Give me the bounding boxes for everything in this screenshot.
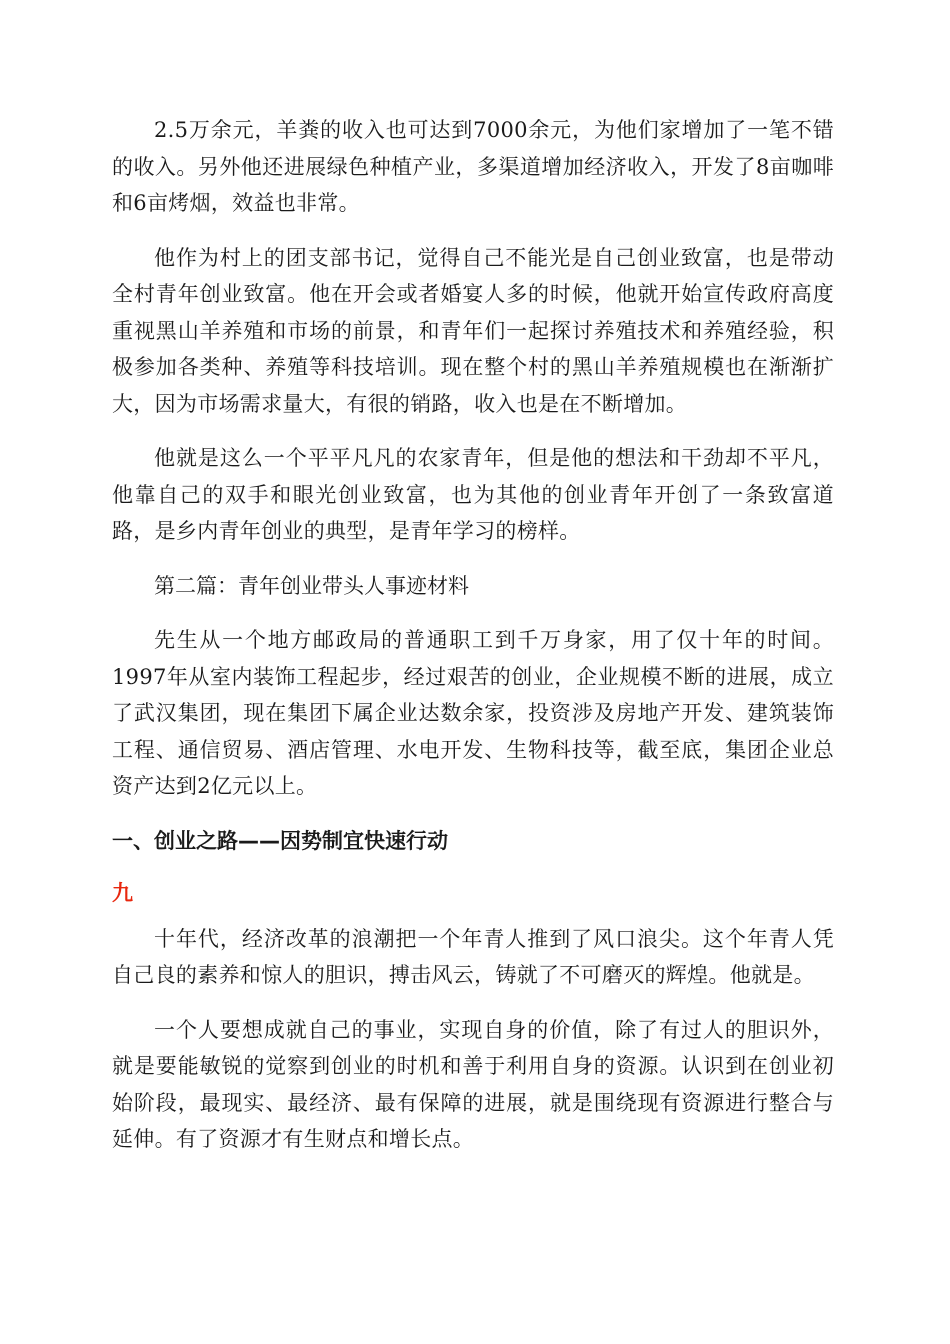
section-heading: 一、创业之路——因势制宜快速行动	[112, 828, 448, 853]
body-paragraph: 十年代，经济改革的浪潮把一个年青人推到了风口浪尖。这个年青人凭自己良的素养和惊人的胆识，搏击风云，铸就了不可磨灭的辉煌。他就是。	[112, 926, 834, 987]
body-paragraph: 2.5万余元，羊粪的收入也可达到7000余元，为他们家增加了一笔不错的收入。另外他还进展绿色种植产业，多渠道增加经济收入，开发了8亩咖啡和6亩烤烟，效益也非常。	[112, 118, 834, 215]
body-paragraph: 一个人要想成就自己的事业，实现自身的价值，除了有过人的胆识外，就是要能敏锐的觉察到创业的时机和善于利用自身的资源。认识到在创业初始阶段，最现实、最经济、最有保障的进展，就是围绕现有资源进行整合与延伸。有了资源才有生财点和增长点。	[112, 1017, 834, 1151]
body-paragraph: 他作为村上的团支部书记，觉得自己不能光是自己创业致富，也是带动全村青年创业致富。他在开会或者婚宴人多的时候，他就开始宣传政府高度重视黑山羊养殖和市场的前景，和青年们一起探讨养殖技术和养殖经验，积极参加各类种、养殖等科技培训。现在整个村的黑山羊养殖规模也在渐渐扩大，因为市场需求量大，有很的销路，收入也是在不断增加。	[112, 245, 834, 416]
chapter-title: 第二篇：青年创业带头人事迹材料	[154, 573, 469, 598]
red-marker-text: 九	[112, 880, 133, 905]
document-page	[112, 112, 834, 1176]
body-paragraph: 他就是这么一个平平凡凡的农家青年，但是他的想法和干劲却不平凡，他靠自己的双手和眼光创业致富，也为其他的创业青年开创了一条致富道路，是乡内青年创业的典型，是青年学习的榜样。	[112, 446, 834, 543]
body-paragraph: 先生从一个地方邮政局的普通职工到千万身家，用了仅十年的时间。1997年从室内装饰工程起步，经过艰苦的创业，企业规模不断的进展，成立了武汉集团，现在集团下属企业达数余家，投资涉及房地产开发、建筑装饰工程、通信贸易、酒店管理、水电开发、生物科技等，截至底，集团企业总资产达到2亿元以上。	[112, 628, 834, 798]
